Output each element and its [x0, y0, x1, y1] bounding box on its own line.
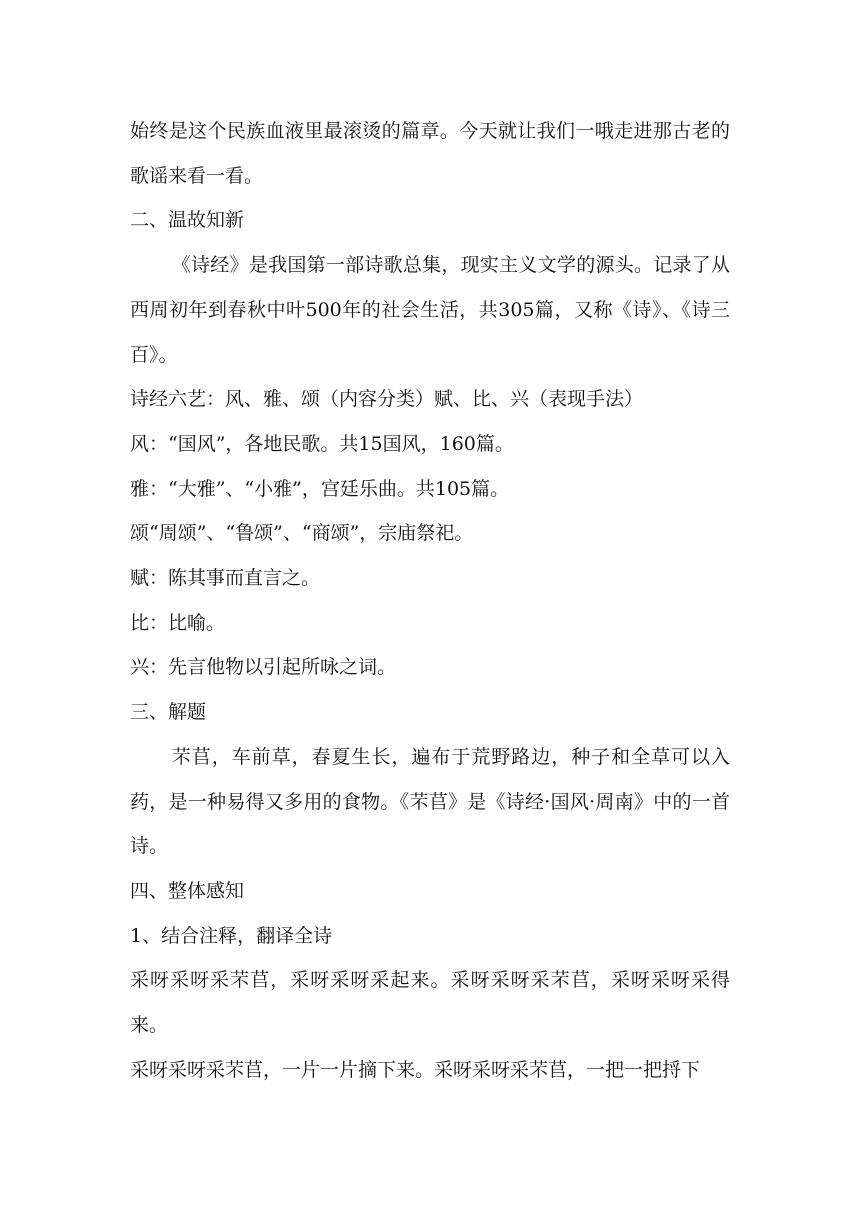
paragraph-fuyi-explanation: 芣苢，车前草，春夏生长，遍布于荒野路边，种子和全草可以入药，是一种易得又多用的食物。《芣苢》是《诗经·国风·周南》中的一首诗。 [130, 745, 730, 858]
subheading-translate: 1、结合注释，翻译全诗 [130, 924, 333, 947]
paragraph-song: 颂“周颂”、“鲁颂”、“商颂”，宗庙祭祀。 [130, 522, 474, 545]
paragraph-shijing-intro: 《诗经》是我国第一部诗歌总集，现实主义文学的源头。记录了从西周初年到春秋中叶500年的社会生活，共305篇，又称《诗》、《诗三百》。 [130, 254, 730, 366]
paragraph-translation-1: 采呀采呀采芣苢，采呀采呀采起来。采呀采呀采芣苢，采呀采呀采得来。 [130, 969, 730, 1037]
paragraph-bi: 比：比喻。 [130, 611, 226, 634]
heading-overall-perception: 四、整体感知 [130, 879, 245, 902]
document-body [130, 109, 730, 1092]
paragraph-intro-continuation: 始终是这个民族血液里最滚烫的篇章。今天就让我们一哦走进那古老的歌谣来看一看。 [130, 120, 730, 187]
paragraph-feng: 风：“国风”，各地民歌。共15国风，160篇。 [130, 432, 514, 455]
heading-review: 二、温故知新 [130, 209, 245, 232]
paragraph-translation-2: 采呀采呀采芣苢，一片一片摘下来。采呀采呀采芣苢，一把一把捋下 [130, 1058, 701, 1081]
paragraph-xing: 兴：先言他物以引起所咏之词。 [130, 656, 397, 679]
heading-title-explanation: 三、解题 [130, 701, 207, 724]
paragraph-six-arts: 诗经六艺：风、雅、颂（内容分类）赋、比、兴（表现手法） [130, 388, 644, 411]
paragraph-fu: 赋：陈其事而直言之。 [130, 567, 321, 590]
paragraph-ya: 雅：“大雅”、“小雅”，宫廷乐曲。共105篇。 [130, 477, 510, 500]
